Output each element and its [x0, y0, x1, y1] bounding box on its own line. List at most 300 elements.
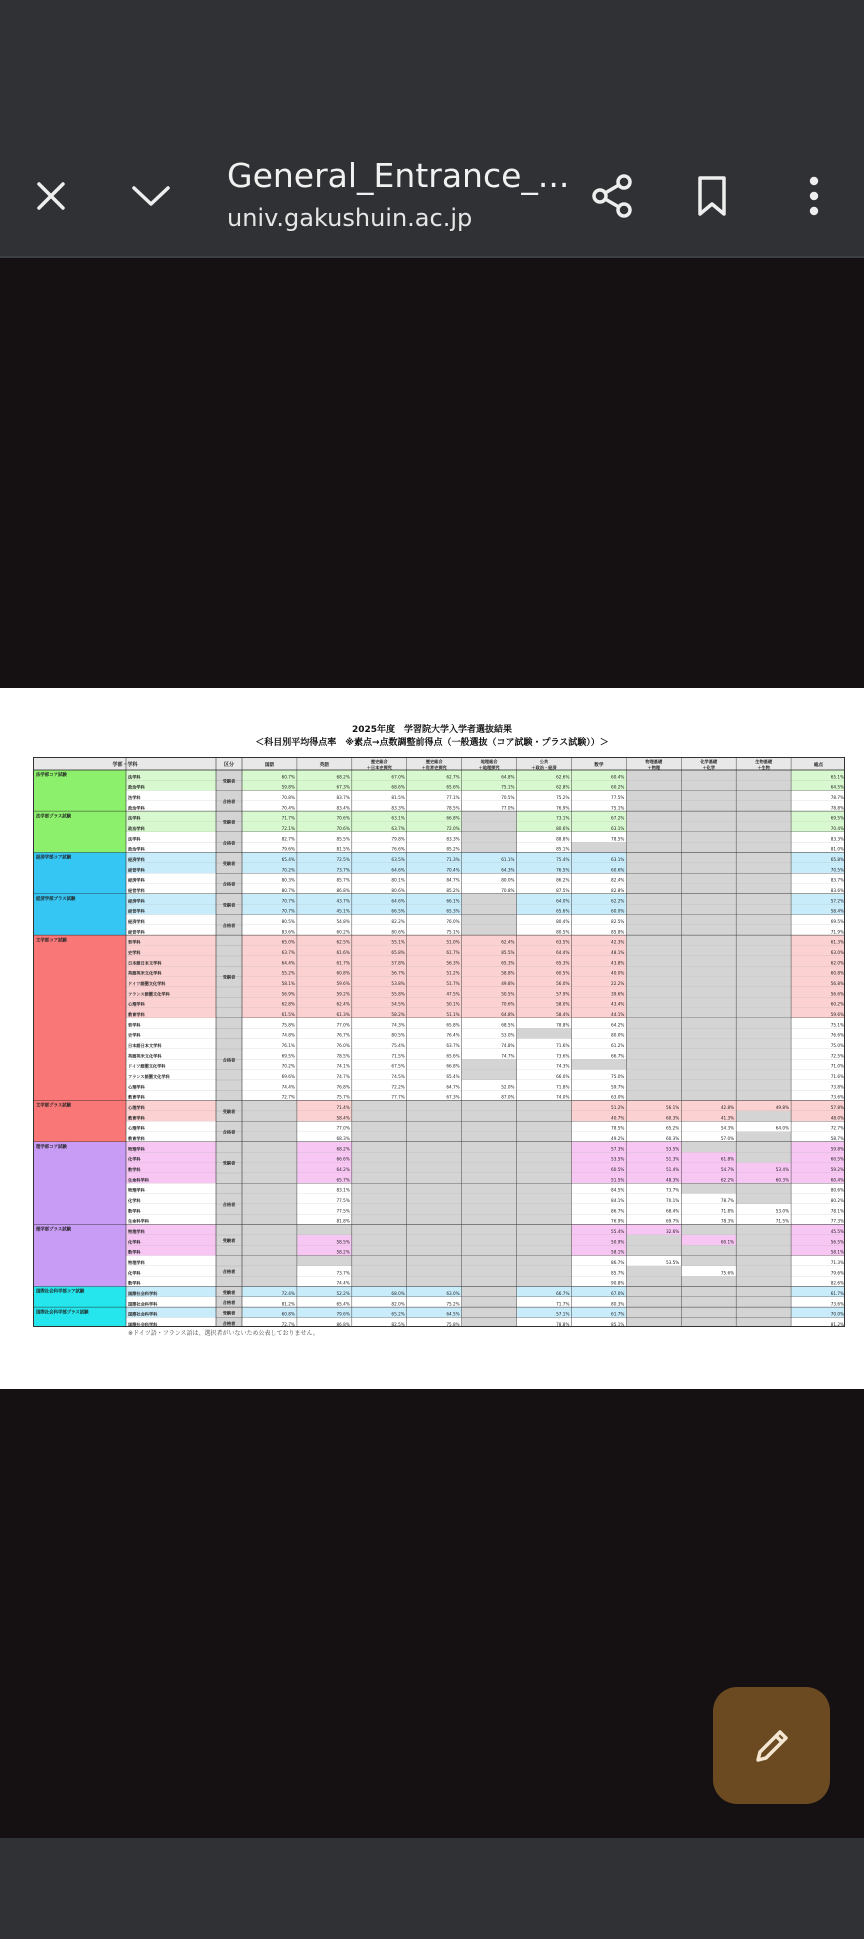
value-cell [681, 1028, 736, 1038]
collapse-button[interactable] [119, 164, 183, 228]
value-text: 68.2% [336, 774, 350, 780]
kubun-label: 受験者 [222, 1310, 236, 1316]
value-cell [517, 1028, 572, 1038]
value-cell [462, 904, 517, 914]
value-cell [352, 1142, 407, 1152]
value-text: 65.0% [281, 939, 295, 945]
value-cell [242, 1173, 297, 1183]
value-cell [462, 1235, 517, 1245]
header-cell: 総点 [813, 763, 824, 768]
value-text: 53.0% [775, 1208, 790, 1214]
value-cell [407, 1111, 462, 1121]
row-name: 政治学科 [128, 846, 145, 852]
value-text: 67.5% [391, 1063, 405, 1069]
row-name: 数学科 [128, 1280, 141, 1286]
value-text: 52.2% [336, 1291, 350, 1296]
value-text: 40.7% [611, 1115, 625, 1121]
value-cell [407, 1266, 462, 1276]
row-name: 物理学科 [128, 1229, 145, 1234]
value-text: 77.0% [336, 1022, 350, 1028]
value-cell [736, 1080, 791, 1090]
value-cell [242, 1121, 297, 1131]
value-cell [242, 1276, 297, 1286]
value-cell [242, 1235, 297, 1245]
value-cell [736, 956, 791, 966]
value-text: 57.8% [391, 960, 405, 966]
value-text: 79.8% [391, 836, 405, 842]
value-cell [681, 1287, 736, 1297]
value-text: 65.6% [556, 908, 570, 914]
value-text: 71.6% [830, 1074, 844, 1079]
more-vert-icon [808, 176, 820, 216]
value-text: 66.7% [611, 1053, 625, 1059]
row-name: 数学科 [128, 1208, 141, 1214]
value-text: 63.1% [611, 857, 625, 862]
value-text: 81.8% [336, 1218, 350, 1224]
value-text: 81.2% [830, 1322, 844, 1327]
header-cell: 歴史総合 [370, 759, 388, 764]
value-cell [626, 894, 681, 904]
value-cell [462, 842, 517, 852]
group-label: 国際社会科学部コア試験 [36, 1289, 85, 1295]
value-text: 65.3% [501, 960, 515, 966]
value-cell [407, 1256, 462, 1266]
value-text: 47.5% [446, 991, 460, 997]
value-text: 69.5% [281, 1053, 295, 1059]
value-text: 43.7% [336, 898, 350, 904]
value-cell [626, 791, 681, 801]
row-name: 政治学科 [128, 826, 145, 831]
header-cell: ＋生物 [757, 765, 770, 770]
value-text: 83.6% [281, 929, 295, 935]
value-text: 70.5% [501, 795, 515, 800]
value-text: 56.8% [830, 981, 844, 986]
value-text: 80.6% [391, 888, 405, 893]
value-text: 63.7% [446, 1043, 460, 1048]
row-name: ドイツ語圏文化学科 [128, 1063, 166, 1069]
value-cell [681, 822, 736, 832]
value-cell [297, 1225, 352, 1235]
value-text: 65.7% [336, 1177, 350, 1183]
value-text: 22.2% [611, 981, 625, 986]
value-text: 90.8% [611, 1280, 625, 1286]
value-text: 83.4% [336, 805, 350, 811]
value-text: 78.5% [611, 1125, 625, 1131]
value-cell [242, 1101, 297, 1111]
value-text: 66.0% [556, 1074, 570, 1079]
value-text: 79.6% [281, 846, 295, 852]
pdf-page[interactable] [0, 688, 864, 1389]
value-text: 58.4% [830, 908, 844, 914]
value-text: 70.2% [281, 1063, 295, 1069]
row-name: 物理学科 [128, 1187, 145, 1193]
bottom-bar [0, 1838, 864, 1939]
value-cell [407, 1214, 462, 1224]
value-text: 72.5% [830, 1053, 844, 1059]
value-text: 71.6% [556, 1043, 570, 1048]
row-name: 政治学科 [128, 805, 145, 811]
value-cell [352, 1235, 407, 1245]
edit-button[interactable] [713, 1687, 830, 1804]
value-text: 78.8% [830, 805, 844, 811]
group-label: 経済学部コア試験 [36, 855, 72, 861]
value-cell [736, 997, 791, 1007]
header-cell: 数学 [594, 763, 604, 768]
value-text: 42.8% [720, 1105, 735, 1110]
value-text: 75.4% [391, 1043, 405, 1048]
value-text: 77.3% [830, 1218, 844, 1224]
value-text: 49.8% [775, 1105, 790, 1110]
value-text: 56.7% [391, 970, 405, 976]
value-text: 51.2% [611, 1105, 625, 1110]
value-text: 75.7% [336, 1094, 350, 1100]
value-text: 64.4% [556, 950, 570, 955]
value-cell [681, 884, 736, 894]
value-text: 83.3% [391, 805, 405, 811]
value-cell [626, 987, 681, 997]
value-text: 76.6% [830, 1032, 844, 1038]
kubun-label: 合格者 [222, 840, 236, 846]
value-text: 60.2% [830, 1001, 844, 1007]
value-cell [736, 770, 791, 780]
value-cell [626, 977, 681, 987]
value-text: 80.4% [556, 919, 570, 924]
value-text: 68.4% [665, 1208, 680, 1214]
row-name: 数学科 [128, 1167, 141, 1172]
header-cell: 公共 [539, 759, 549, 764]
group-label-cell [34, 935, 126, 1100]
value-cell [352, 1225, 407, 1235]
bookmark-button[interactable] [680, 164, 744, 228]
row-name: 心理学科 [128, 1125, 145, 1131]
value-cell [681, 1256, 736, 1266]
value-text: 87.0% [501, 1094, 515, 1100]
value-text: 76.1% [281, 1043, 295, 1048]
value-cell [626, 801, 681, 811]
value-text: 65.4% [336, 1301, 350, 1307]
value-text: 88.8% [556, 836, 570, 842]
value-cell [517, 1152, 572, 1162]
value-text: 54.7% [720, 1167, 735, 1172]
share-button[interactable] [580, 164, 644, 228]
value-text: 56.9% [281, 991, 295, 997]
value-text: 63.0% [446, 1291, 460, 1296]
value-text: 65.3% [446, 908, 460, 914]
header-cell: ＋政治・経済 [531, 765, 557, 770]
value-text: 61.7% [446, 950, 460, 955]
row-name: 日本語日本文学科 [128, 960, 162, 966]
value-text: 79.6% [336, 1311, 350, 1317]
value-cell [736, 1028, 791, 1038]
value-cell [736, 1194, 791, 1204]
value-cell [407, 1132, 462, 1142]
value-cell [626, 780, 681, 790]
value-text: 65.2% [391, 1311, 405, 1317]
value-text: 76.6% [391, 846, 405, 852]
kubun-label: 受験者 [222, 1109, 236, 1114]
value-text: 66.7% [556, 1291, 570, 1296]
value-text: 71.4% [336, 1105, 350, 1110]
value-cell [352, 1256, 407, 1266]
value-text: 69.5% [830, 919, 844, 924]
value-text: 74.7% [501, 1053, 515, 1059]
value-text: 60.5% [611, 1167, 625, 1172]
value-text: 57.0% [720, 1136, 735, 1141]
value-cell [407, 1204, 462, 1214]
value-text: 77.0% [501, 805, 515, 811]
document-domain: univ.gakushuin.ac.jp [227, 204, 473, 232]
row-name: 教育学科 [128, 1094, 145, 1100]
value-cell [462, 1287, 517, 1297]
value-text: 60.8% [830, 970, 844, 976]
value-cell [681, 1090, 736, 1100]
row-name: 経済学科 [128, 857, 145, 862]
value-text: 71.8% [556, 1084, 570, 1090]
value-cell [297, 1256, 352, 1266]
value-cell [626, 1287, 681, 1297]
value-cell [242, 1214, 297, 1224]
kubun-label: 受験者 [222, 861, 236, 866]
value-text: 60.5% [830, 1156, 844, 1162]
value-text: 56.6% [830, 991, 844, 997]
row-name: 国際社会科学科 [128, 1322, 158, 1327]
value-text: 76.4% [446, 1032, 460, 1038]
close-button[interactable] [19, 164, 83, 228]
value-cell [462, 894, 517, 904]
row-name: 物理学科 [128, 1146, 145, 1152]
value-text: 85.1% [611, 1322, 625, 1327]
value-text: 60.0% [611, 908, 625, 914]
value-text: 68.6% [391, 784, 405, 790]
value-text: 73.1% [556, 815, 570, 821]
group-label-cell [34, 1225, 126, 1287]
value-cell [736, 977, 791, 987]
value-cell [626, 863, 681, 873]
value-cell [681, 863, 736, 873]
value-cell [352, 1194, 407, 1204]
value-text: 77.5% [611, 795, 625, 800]
value-text: 50.9% [611, 1239, 625, 1245]
header-cell: 化学基礎 [700, 759, 718, 764]
value-cell [626, 1059, 681, 1069]
value-text: 55.4% [611, 1229, 625, 1234]
value-cell [681, 997, 736, 1007]
value-cell [517, 1121, 572, 1131]
value-cell [736, 791, 791, 801]
value-cell [352, 1111, 407, 1121]
value-text: 65.6% [446, 784, 460, 790]
value-text: 84.7% [446, 877, 460, 883]
value-text: 62.0% [830, 960, 844, 966]
value-text: 82.8% [611, 888, 625, 893]
value-cell [681, 915, 736, 925]
value-cell [681, 1297, 736, 1307]
row-name: 経済学科 [128, 898, 145, 904]
kubun-label: 受験者 [222, 1160, 236, 1166]
close-icon [36, 181, 66, 211]
value-cell [626, 946, 681, 956]
value-cell [517, 1101, 572, 1111]
value-cell [626, 1049, 681, 1059]
value-text: 86.2% [556, 877, 570, 883]
value-text: 68.3% [336, 1136, 350, 1141]
value-cell [242, 1183, 297, 1193]
row-name: 法学科 [128, 795, 141, 800]
value-cell [736, 1297, 791, 1307]
value-cell [242, 1266, 297, 1276]
value-cell [736, 1111, 791, 1121]
value-text: 71.3% [446, 857, 460, 862]
value-text: 70.2% [281, 867, 295, 873]
value-text: 58.8% [501, 970, 515, 976]
value-text: 80.5% [281, 919, 295, 924]
header-cell: 区分 [223, 762, 235, 768]
row-name: 国際社会科学科 [128, 1311, 158, 1317]
value-text: 78.7% [830, 795, 844, 800]
header-cell: 学部・学科 [112, 762, 138, 768]
value-cell [242, 1152, 297, 1162]
table-footnote: ※ドイツ語・フランス語は、選択者がいないため公表しておりません。 [128, 1330, 319, 1337]
value-text: 78.5% [446, 805, 460, 811]
value-cell [736, 1059, 791, 1069]
value-text: 60.3% [665, 1136, 680, 1141]
row-name: 経済学科 [128, 919, 145, 924]
value-text: 65.2% [665, 1125, 680, 1131]
share-icon [590, 173, 634, 219]
value-cell [736, 1142, 791, 1152]
value-cell [626, 1318, 681, 1327]
value-text: 75.6% [720, 1270, 735, 1276]
value-text: 65.3% [556, 960, 570, 966]
value-text: 70.6% [336, 815, 350, 821]
header-cell: ＋物理 [647, 765, 661, 770]
value-text: 73.6% [830, 1094, 844, 1100]
value-cell [462, 1318, 517, 1327]
value-text: 61.7% [611, 1311, 625, 1317]
value-text: 58.1% [830, 1249, 844, 1255]
value-text: 74.8% [281, 1032, 295, 1038]
value-cell [352, 1173, 407, 1183]
value-cell [736, 1090, 791, 1100]
row-name: 教育学科 [128, 1136, 145, 1141]
value-text: 77.0% [336, 1125, 350, 1131]
value-text: 73.6% [830, 1301, 844, 1307]
value-text: 64.5% [446, 1311, 460, 1317]
value-text: 86.7% [611, 1260, 625, 1265]
value-text: 73.6% [556, 1053, 570, 1059]
value-text: 60.5% [556, 970, 570, 976]
value-text: 78.8% [556, 1322, 570, 1327]
row-name: 哲学科 [128, 939, 141, 945]
value-text: 64.5% [830, 784, 844, 790]
value-text: 70.8% [501, 888, 515, 893]
value-cell [407, 1163, 462, 1173]
value-cell [681, 832, 736, 842]
document-title[interactable]: General_Entrance_... [227, 156, 570, 195]
value-cell [517, 1194, 572, 1204]
value-text: 81.2% [281, 1301, 295, 1307]
value-text: 60.3% [775, 1177, 790, 1183]
value-cell [736, 987, 791, 997]
score-table [33, 757, 845, 1327]
value-cell [736, 1049, 791, 1059]
kubun-label: 合格者 [222, 799, 236, 804]
value-text: 82.0% [391, 1301, 405, 1307]
value-text: 74.4% [281, 1084, 295, 1090]
value-text: 66.8% [446, 1063, 460, 1069]
value-text: 64.3% [501, 867, 515, 873]
value-cell [681, 1080, 736, 1090]
value-text: 62.4% [501, 939, 515, 945]
value-text: 76.7% [336, 1032, 350, 1038]
value-text: 59.7% [611, 1084, 625, 1090]
value-cell [462, 811, 517, 821]
value-text: 72.5% [336, 857, 350, 862]
value-text: 70.4% [281, 805, 295, 811]
value-text: 71.8% [720, 1208, 735, 1214]
header-cell: ＋地理探究 [478, 765, 500, 770]
value-text: 85.2% [446, 846, 460, 852]
value-cell [681, 1245, 736, 1255]
row-name: 史学科 [128, 950, 141, 955]
value-text: 65.1% [830, 774, 844, 780]
value-text: 66.8% [446, 815, 460, 821]
value-cell [517, 1276, 572, 1286]
value-text: 55.2% [281, 970, 295, 976]
value-text: 60.7% [281, 774, 295, 780]
value-text: 75.0% [611, 1074, 625, 1079]
value-cell [462, 1214, 517, 1224]
value-cell [462, 915, 517, 925]
value-text: 67.2% [611, 815, 625, 821]
value-text: 60.4% [830, 1177, 844, 1183]
value-cell [462, 1132, 517, 1142]
value-cell [407, 1225, 462, 1235]
value-cell [736, 1287, 791, 1297]
value-cell [517, 1266, 572, 1276]
kubun-label: 受験者 [222, 974, 236, 980]
value-text: 76.0% [446, 919, 460, 924]
value-text: 68.0% [391, 1291, 405, 1296]
value-cell [681, 801, 736, 811]
value-text: 58.2% [336, 1249, 350, 1255]
value-cell [626, 1070, 681, 1080]
value-cell [626, 1039, 681, 1049]
row-name: 心理学科 [128, 1001, 145, 1007]
value-text: 62.7% [446, 774, 460, 780]
value-cell [681, 894, 736, 904]
value-text: 60.1% [720, 1239, 735, 1245]
kubun-label: 合格者 [222, 1202, 236, 1207]
value-cell [626, 1245, 681, 1255]
more-options-button[interactable] [782, 164, 846, 228]
row-name: フランス語圏文化学科 [128, 991, 170, 997]
value-cell [242, 1111, 297, 1121]
document-heading: 2025年度 学習院大学入学者選抜結果 [351, 725, 513, 735]
value-cell [242, 1204, 297, 1214]
value-text: 81.5% [391, 795, 405, 800]
value-cell [736, 1266, 791, 1276]
value-text: 60.4% [611, 774, 625, 780]
value-text: 78.7% [720, 1198, 735, 1203]
row-name: 教育学科 [128, 1012, 145, 1017]
app-top-bar [0, 0, 864, 258]
value-text: 58.0% [556, 1001, 570, 1007]
value-cell [681, 987, 736, 997]
value-text: 48.1% [611, 950, 625, 955]
kubun-label: 受験者 [222, 902, 236, 908]
value-text: 64.7% [446, 1084, 460, 1090]
